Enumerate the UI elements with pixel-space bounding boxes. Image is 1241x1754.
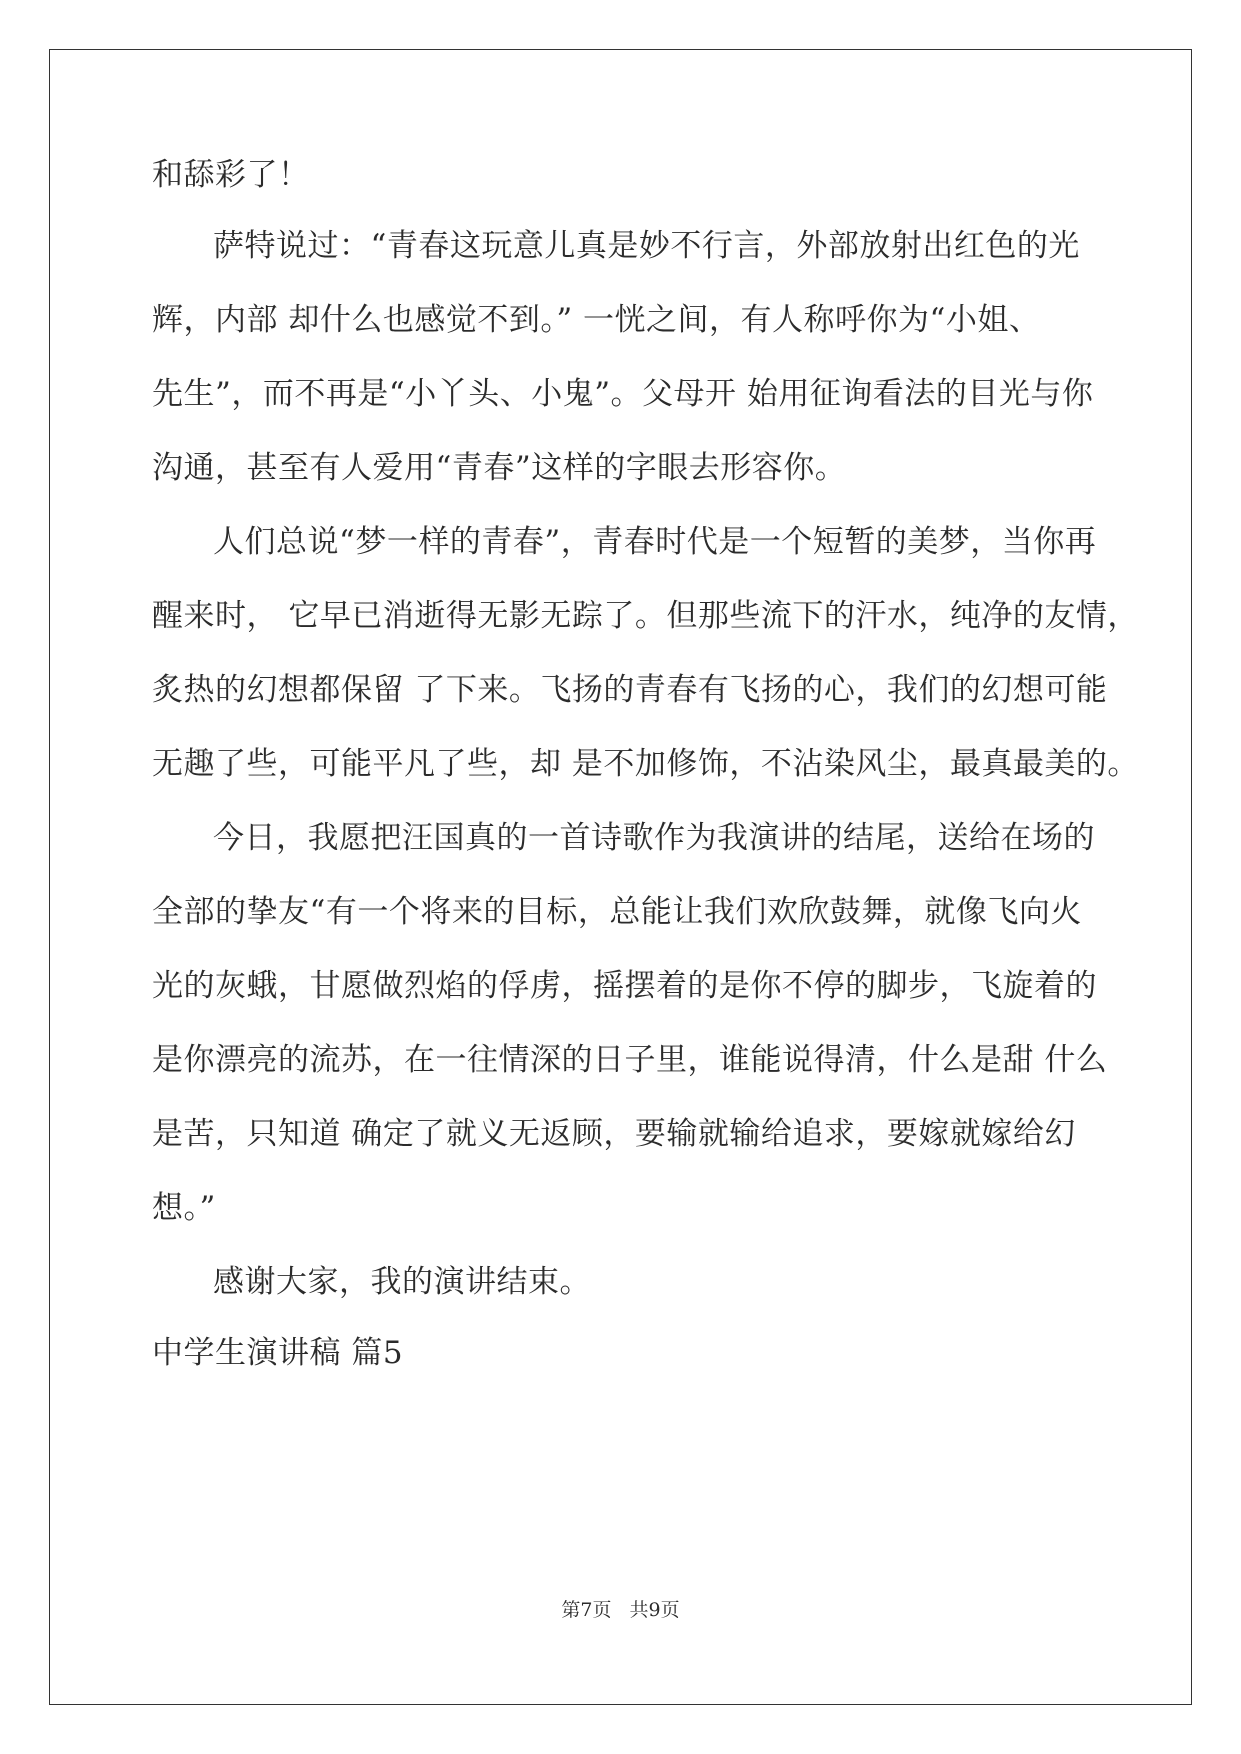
text-line: 感谢大家，我的演讲结束。 [213,1264,591,1300]
text-line: 是苦，只知道 确定了就义无返顾，要输就输给追求，要嫁就嫁给幻 [152,1116,1076,1152]
current-page-label: 第7页 [561,1599,612,1621]
text-line: 今日，我愿把汪国真的一首诗歌作为我演讲的结尾，送给在场的 [213,820,1095,856]
total-pages-label: 共9页 [629,1599,680,1621]
text-line: 光的灰蛾，甘愿做烈焰的俘虏，摇摆着的是你不停的脚步，飞旋着的 [152,968,1097,1004]
text-line: 炙热的幻想都保留 了下来。飞扬的青春有飞扬的心，我们的幻想可能 [152,672,1108,708]
text-line: 辉，内部 却什么也感觉不到。” 一恍之间，有人称呼你为“小姐、 [152,302,1041,338]
text-line: 先生”，而不再是“小丫头、小鬼”。父母开 始用征询看法的目光与你 [152,376,1094,412]
text-line: 全部的挚友“有一个将来的目标，总能让我们欢欣鼓舞，就像飞向火 [152,894,1082,930]
text-line: 无趣了些，可能平凡了些，却 是不加修饰，不沾染风尘，最真最美的。 [152,746,1139,782]
text-line: 沟通，甚至有人爱用“青春”这样的字眼去形容你。 [152,450,847,486]
text-line: 人们总说“梦一样的青春”，青春时代是一个短暂的美梦，当你再 [213,524,1097,560]
text-line: 和舔彩了！ [152,157,310,193]
text-line: 是你漂亮的流苏，在一往情深的日子里，谁能说得清，什么是甜 什么 [152,1042,1108,1078]
section-heading: 中学生演讲稿 篇5 [152,1335,404,1371]
text-line: 醒来时， 它早已消逝得无影无踪了。但那些流下的汗水，纯净的友情， [152,598,1139,634]
page-footer [0,1598,1241,1622]
page-border [49,49,1192,1705]
text-line: 萨特说过：“青春这玩意儿真是妙不行言，外部放射出红色的光 [213,228,1080,264]
text-line: 想。” [152,1190,216,1226]
